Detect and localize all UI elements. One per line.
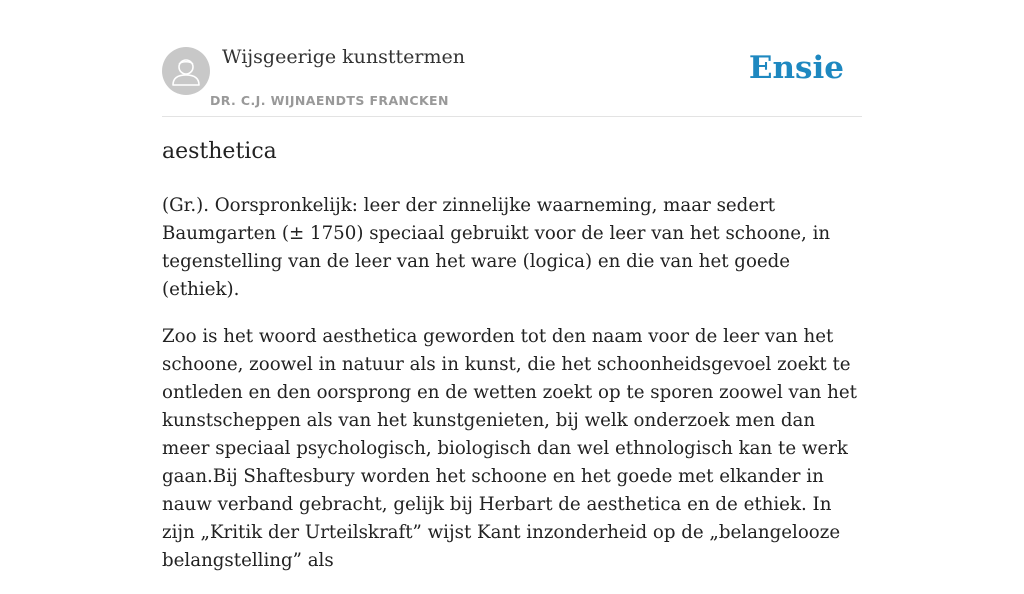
user-icon [162,47,210,95]
book-title-link[interactable]: Wijsgeerige kunsttermen [222,46,466,68]
author-link[interactable]: DR. C.J. WIJNAENDTS FRANCKEN [210,93,449,108]
avatar[interactable] [162,47,210,95]
entry-paragraph: Zoo is het woord aesthetica geworden tot den naam voor de leer van het schoone, zoowel in natuur als in kunst, die het schoonheidsgevoel zoekt te ontleden en den oorsprong en de wetten zoekt op te sporen zoowel van het kunstscheppen als van het kunstgenieten, bij welk onderzoek men dan meer speciaal psychologisch, biologisch dan wel ethnologisch kan te werk gaan.Bij Shaftesbury worden het schoone en het goede met elkander in nauw verband gebracht, gelijk bij Herbart de aesthetica en de ethiek. In zijn „Kritik der Urteilskraft” wijst Kant inzonderheid op de „belangelooze belangstelling” als [162,326,857,571]
entry-body [162,192,867,594]
entry-paragraph: (Gr.). Oorspronkelijk: leer der zinnelijke waarneming, maar sedert Baumgarten (± 1750) speciaal gebruikt voor de leer van het schoone, in tegenstelling van de leer van het ware (logica) en die van het goede (ethiek). [162,195,831,300]
entry-headword: aesthetica [162,139,277,164]
ensie-logo[interactable]: Ensie [748,50,844,86]
entry-header [162,46,862,117]
